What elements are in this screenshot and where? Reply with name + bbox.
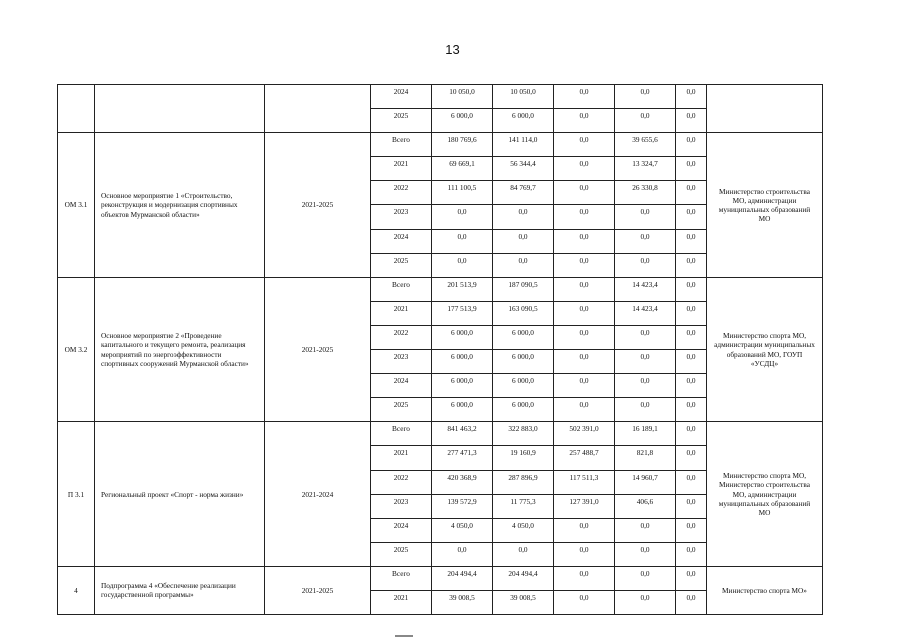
amount-cell: 0,0	[554, 590, 615, 614]
year-cell: Всего	[371, 422, 432, 446]
amount-cell: 39 008,5	[493, 590, 554, 614]
amount-cell: 0,0	[554, 181, 615, 205]
year-cell: 2025	[371, 542, 432, 566]
amount-cell: 163 090,5	[493, 301, 554, 325]
period-cell: 2021-2024	[265, 422, 371, 567]
table-row	[58, 566, 823, 590]
responsible-cell: Министерство строительства МО, администрации муниципальных образований МО	[707, 133, 823, 278]
amount-cell: 0,0	[615, 253, 676, 277]
amount-cell: 0,0	[615, 542, 676, 566]
event-code-cell: 4	[58, 566, 95, 614]
year-cell: Всего	[371, 566, 432, 590]
amount-cell: 0,0	[676, 590, 707, 614]
amount-cell: 111 100,5	[432, 181, 493, 205]
budget-table	[57, 84, 823, 615]
amount-cell: 0,0	[615, 590, 676, 614]
amount-cell: 0,0	[554, 350, 615, 374]
amount-cell: 0,0	[676, 301, 707, 325]
amount-cell: 204 494,4	[493, 566, 554, 590]
amount-cell: 0,0	[676, 181, 707, 205]
amount-cell: 0,0	[554, 301, 615, 325]
amount-cell: 0,0	[676, 229, 707, 253]
amount-cell: 0,0	[554, 277, 615, 301]
amount-cell: 0,0	[676, 133, 707, 157]
amount-cell: 0,0	[493, 542, 554, 566]
amount-cell: 0,0	[615, 325, 676, 349]
amount-cell: 117 511,3	[554, 470, 615, 494]
footer-mark	[395, 635, 413, 637]
amount-cell: 841 463,2	[432, 422, 493, 446]
amount-cell: 6 000,0	[493, 109, 554, 133]
year-cell: 2022	[371, 470, 432, 494]
event-name-cell: Основное мероприятие 1 «Строительство, реконструкция и модернизация спортивных объектов Мурманской области»	[95, 133, 265, 278]
amount-cell: 6 000,0	[432, 350, 493, 374]
amount-cell: 11 775,3	[493, 494, 554, 518]
amount-cell: 6 000,0	[432, 374, 493, 398]
page-number: 13	[445, 42, 460, 57]
year-cell: Всего	[371, 277, 432, 301]
amount-cell: 84 769,7	[493, 181, 554, 205]
table-row	[58, 85, 823, 109]
year-cell: 2023	[371, 350, 432, 374]
event-code-cell	[58, 85, 95, 133]
responsible-cell: Министерство спорта МО»	[707, 566, 823, 614]
amount-cell: 177 513,9	[432, 301, 493, 325]
amount-cell: 69 669,1	[432, 157, 493, 181]
amount-cell: 6 000,0	[432, 109, 493, 133]
amount-cell: 0,0	[615, 229, 676, 253]
amount-cell: 10 050,0	[493, 85, 554, 109]
amount-cell: 0,0	[676, 85, 707, 109]
year-cell: 2021	[371, 590, 432, 614]
amount-cell: 0,0	[676, 205, 707, 229]
amount-cell: 0,0	[676, 398, 707, 422]
amount-cell: 0,0	[493, 229, 554, 253]
amount-cell: 0,0	[554, 205, 615, 229]
amount-cell: 6 000,0	[493, 350, 554, 374]
amount-cell: 0,0	[554, 374, 615, 398]
amount-cell: 201 513,9	[432, 277, 493, 301]
amount-cell: 0,0	[554, 542, 615, 566]
amount-cell: 0,0	[676, 350, 707, 374]
amount-cell: 0,0	[615, 85, 676, 109]
amount-cell: 0,0	[493, 205, 554, 229]
amount-cell: 0,0	[493, 253, 554, 277]
amount-cell: 0,0	[615, 374, 676, 398]
amount-cell: 0,0	[676, 422, 707, 446]
amount-cell: 0,0	[554, 253, 615, 277]
year-cell: 2024	[371, 518, 432, 542]
year-cell: 2024	[371, 85, 432, 109]
amount-cell: 187 090,5	[493, 277, 554, 301]
amount-cell: 0,0	[676, 325, 707, 349]
year-cell: 2022	[371, 325, 432, 349]
amount-cell: 139 572,9	[432, 494, 493, 518]
amount-cell: 13 324,7	[615, 157, 676, 181]
amount-cell: 0,0	[615, 398, 676, 422]
amount-cell: 0,0	[615, 566, 676, 590]
amount-cell: 180 769,6	[432, 133, 493, 157]
amount-cell: 821,8	[615, 446, 676, 470]
amount-cell: 0,0	[676, 253, 707, 277]
amount-cell: 406,6	[615, 494, 676, 518]
period-cell	[265, 85, 371, 133]
amount-cell: 0,0	[676, 566, 707, 590]
responsible-cell	[707, 85, 823, 133]
amount-cell: 6 000,0	[432, 398, 493, 422]
year-cell: 2025	[371, 398, 432, 422]
year-cell: 2021	[371, 301, 432, 325]
amount-cell: 0,0	[554, 109, 615, 133]
responsible-cell: Министерство спорта МО, администрации муниципальных образований МО, ГОУП «УСДЦ»	[707, 277, 823, 422]
amount-cell: 0,0	[615, 350, 676, 374]
amount-cell: 14 423,4	[615, 277, 676, 301]
amount-cell: 6 000,0	[432, 325, 493, 349]
amount-cell: 322 883,0	[493, 422, 554, 446]
event-code-cell: ОМ 3.1	[58, 133, 95, 278]
table-row	[58, 422, 823, 446]
event-code-cell: ОМ 3.2	[58, 277, 95, 422]
amount-cell: 39 655,6	[615, 133, 676, 157]
amount-cell: 127 391,0	[554, 494, 615, 518]
amount-cell: 0,0	[554, 157, 615, 181]
amount-cell: 0,0	[554, 133, 615, 157]
amount-cell: 0,0	[676, 518, 707, 542]
amount-cell: 141 114,0	[493, 133, 554, 157]
amount-cell: 0,0	[676, 494, 707, 518]
amount-cell: 0,0	[676, 277, 707, 301]
year-cell: 2025	[371, 109, 432, 133]
amount-cell: 14 960,7	[615, 470, 676, 494]
amount-cell: 39 008,5	[432, 590, 493, 614]
amount-cell: 14 423,4	[615, 301, 676, 325]
amount-cell: 0,0	[676, 157, 707, 181]
amount-cell: 0,0	[432, 205, 493, 229]
amount-cell: 16 189,1	[615, 422, 676, 446]
amount-cell: 0,0	[432, 542, 493, 566]
amount-cell: 4 050,0	[432, 518, 493, 542]
amount-cell: 0,0	[554, 325, 615, 349]
year-cell: 2024	[371, 374, 432, 398]
amount-cell: 0,0	[554, 398, 615, 422]
event-name-cell: Основное мероприятие 2 «Проведение капитального и текущего ремонта, реализация мероприятий по энергоэффективности спортивных сооружений Мурманской области»	[95, 277, 265, 422]
amount-cell: 0,0	[676, 374, 707, 398]
amount-cell: 502 391,0	[554, 422, 615, 446]
year-cell: 2022	[371, 181, 432, 205]
year-cell: 2021	[371, 157, 432, 181]
amount-cell: 56 344,4	[493, 157, 554, 181]
year-cell: 2021	[371, 446, 432, 470]
amount-cell: 0,0	[432, 253, 493, 277]
event-code-cell: П 3.1	[58, 422, 95, 567]
year-cell: 2023	[371, 205, 432, 229]
amount-cell: 26 330,8	[615, 181, 676, 205]
amount-cell: 0,0	[554, 85, 615, 109]
amount-cell: 0,0	[615, 109, 676, 133]
year-cell: 2024	[371, 229, 432, 253]
table-row	[58, 277, 823, 301]
amount-cell: 0,0	[676, 446, 707, 470]
amount-cell: 0,0	[554, 229, 615, 253]
amount-cell: 10 050,0	[432, 85, 493, 109]
event-name-cell	[95, 85, 265, 133]
amount-cell: 0,0	[676, 109, 707, 133]
amount-cell: 6 000,0	[493, 398, 554, 422]
event-name-cell: Региональный проект «Спорт - норма жизни»	[95, 422, 265, 567]
year-cell: Всего	[371, 133, 432, 157]
amount-cell: 19 160,9	[493, 446, 554, 470]
amount-cell: 0,0	[432, 229, 493, 253]
responsible-cell: Министерство спорта МО, Министерство строительства МО, администрации муниципальных образований МО	[707, 422, 823, 567]
period-cell: 2021-2025	[265, 133, 371, 278]
amount-cell: 6 000,0	[493, 325, 554, 349]
amount-cell: 0,0	[554, 518, 615, 542]
amount-cell: 4 050,0	[493, 518, 554, 542]
amount-cell: 0,0	[554, 566, 615, 590]
amount-cell: 257 488,7	[554, 446, 615, 470]
amount-cell: 420 368,9	[432, 470, 493, 494]
event-name-cell: Подпрограмма 4 «Обеспечение реализации государственной программы»	[95, 566, 265, 614]
amount-cell: 0,0	[676, 470, 707, 494]
amount-cell: 0,0	[615, 205, 676, 229]
period-cell: 2021-2025	[265, 277, 371, 422]
amount-cell: 0,0	[615, 518, 676, 542]
amount-cell: 6 000,0	[493, 374, 554, 398]
amount-cell: 204 494,4	[432, 566, 493, 590]
table-row	[58, 133, 823, 157]
period-cell: 2021-2025	[265, 566, 371, 614]
amount-cell: 0,0	[676, 542, 707, 566]
year-cell: 2023	[371, 494, 432, 518]
amount-cell: 277 471,3	[432, 446, 493, 470]
amount-cell: 287 896,9	[493, 470, 554, 494]
year-cell: 2025	[371, 253, 432, 277]
